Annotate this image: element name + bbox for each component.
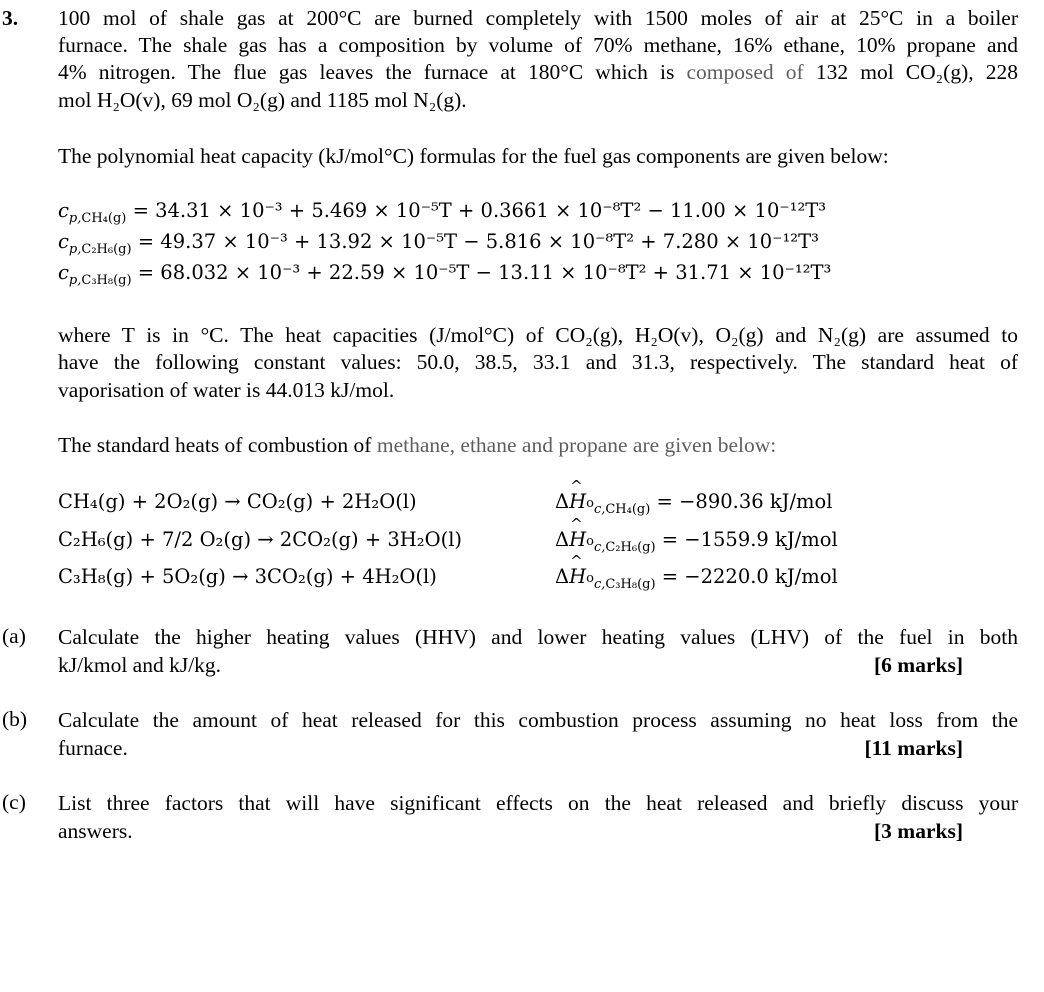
hc-value-propane: = −2220.0 kJ/mol (661, 565, 838, 588)
part-a-label: (a) (2, 624, 26, 648)
reaction-propane: C₃H₈(g) + 5O₂(g) → 3CO₂(g) + 4H₂O(l) (58, 565, 437, 588)
intro-line-2: furnace. The shale gas has a composition by volume of 70% methane, 16% ethane, 10% propane and (58, 33, 1018, 57)
heat-combustion-ethane: Δ^ $H_{^oc,C_2H_6(g)} = -1559.9$ kJ/mol (555, 528, 838, 551)
combustion-intro-a: The standard heats of combustion of (58, 433, 377, 457)
cp-formula-ethane: $c_{p,C_2H_6(g)} = 49.37 \times 10^{-3} + 13.92 \times 10^{-5}T - 5.816 \times 10^{-8}T^2 + 7.280 \times 10^{-12}T^3$ (58, 230, 819, 257)
intro-line-4: mol H₂O(v), 69 mol O₂(g) and 1185 mol N₂(g). (58, 88, 467, 112)
where-line-1: where T is in °C. The heat capacities (J/mol°C) of CO₂(g), H₂O(v), O₂(g) and N₂(g) are assumed to (58, 323, 1018, 347)
hc-species-propane: C₃H₈(g) (605, 576, 656, 592)
highlighted-phrase: composed of (686, 60, 804, 84)
part-b-line-1: Calculate the amount of heat released for this combustion process assuming no heat loss from the (58, 708, 1018, 732)
hc-value-ethane: = −1559.9 kJ/mol (661, 528, 838, 551)
part-a-line-1: Calculate the higher heating values (HHV) and lower heating values (LHV) of the fuel in both (58, 625, 1018, 649)
cp-formula-propane: $c_{p,C_3H_8(g)} = 68.032 \times 10^{-3} + 22.59 \times 10^{-5}T - 13.11 \times 10^{-8}T^2 + 31.71 \times 10^{-12}T^3$ (58, 261, 832, 288)
part-c-label: (c) (2, 790, 26, 814)
intro-line-3-a: 4% nitrogen. The flue gas leaves the furnace at 180°C which is (58, 60, 687, 84)
cp-expr-ethane: = 49.37 × 10⁻³ + 13.92 × 10⁻⁵T − 5.816 × 10⁻⁸T² + 7.280 × 10⁻¹²T³ (137, 230, 819, 253)
part-c-marks: [3 marks] (874, 819, 963, 843)
cp-species-methane: CH₄(g) (81, 210, 127, 226)
combustion-intro (58, 432, 776, 460)
cp-species-propane: C₃H₈(g) (81, 272, 132, 288)
reaction-methane: CH₄(g) + 2O₂(g) → CO₂(g) + 2H₂O(l) (58, 490, 417, 513)
part-a-line-2: kJ/kmol and kJ/kg. (58, 653, 222, 677)
intro-line-3 (58, 59, 1018, 87)
cp-formula-methane: $c_{p,CH_4(g)} = 34.31 \times 10^{-3} + 5.469 \times 10^{-5}T + 0.3661 \times 10^{-8}T^2 - 11.00 \times 10^{-12}T^3$ (58, 199, 827, 226)
combustion-intro-b: methane, ethane and propane are given below: (376, 433, 777, 457)
intro-line-1: 100 mol of shale gas at 200°C are burned completely with 1500 moles of air at 25°C in a boiler (58, 6, 1018, 30)
part-c-line-1: List three factors that will have significant effects on the heat released and briefly discuss your (58, 791, 1018, 815)
part-b-label: (b) (2, 707, 28, 731)
heat-capacity-intro: The polynomial heat capacity (kJ/mol°C) formulas for the fuel gas components are given below: (58, 144, 889, 168)
part-b-marks: [11 marks] (864, 736, 963, 760)
heat-combustion-methane: Δ^ $H_{^oc,CH_4(g)} = -890.36$ kJ/mol (555, 490, 833, 513)
heat-combustion-propane: Δ^ $H_{^oc,C_3H_8(g)} = -2220.0$ kJ/mol (555, 565, 838, 588)
part-c-line-2: answers. (58, 819, 133, 843)
reaction-ethane: C₂H₆(g) + 7/2 O₂(g) → 2CO₂(g) + 3H₂O(l) (58, 528, 463, 551)
cp-expr-methane: = 34.31 × 10⁻³ + 5.469 × 10⁻⁵T + 0.3661 × 10⁻⁸T² − 11.00 × 10⁻¹²T³ (132, 199, 827, 222)
intro-line-3-b: 132 mol CO₂(g), 228 (803, 60, 1019, 84)
cp-species-ethane: C₂H₆(g) (81, 241, 132, 257)
hc-species-methane: CH₄(g) (605, 501, 651, 517)
where-line-2: have the following constant values: 50.0, 38.5, 33.1 and 31.3, respectively. The standard heat of (58, 350, 1018, 374)
part-b-line-2: furnace. (58, 736, 128, 760)
hc-value-methane: = −890.36 kJ/mol (656, 490, 833, 513)
hc-species-ethane: C₂H₆(g) (605, 539, 656, 555)
cp-expr-propane: = 68.032 × 10⁻³ + 22.59 × 10⁻⁵T − 13.11 × 10⁻⁸T² + 31.71 × 10⁻¹²T³ (137, 261, 832, 284)
where-line-3: vaporisation of water is 44.013 kJ/mol. (58, 378, 395, 402)
question-number: 3. (2, 6, 19, 30)
part-a-marks: [6 marks] (874, 653, 963, 677)
